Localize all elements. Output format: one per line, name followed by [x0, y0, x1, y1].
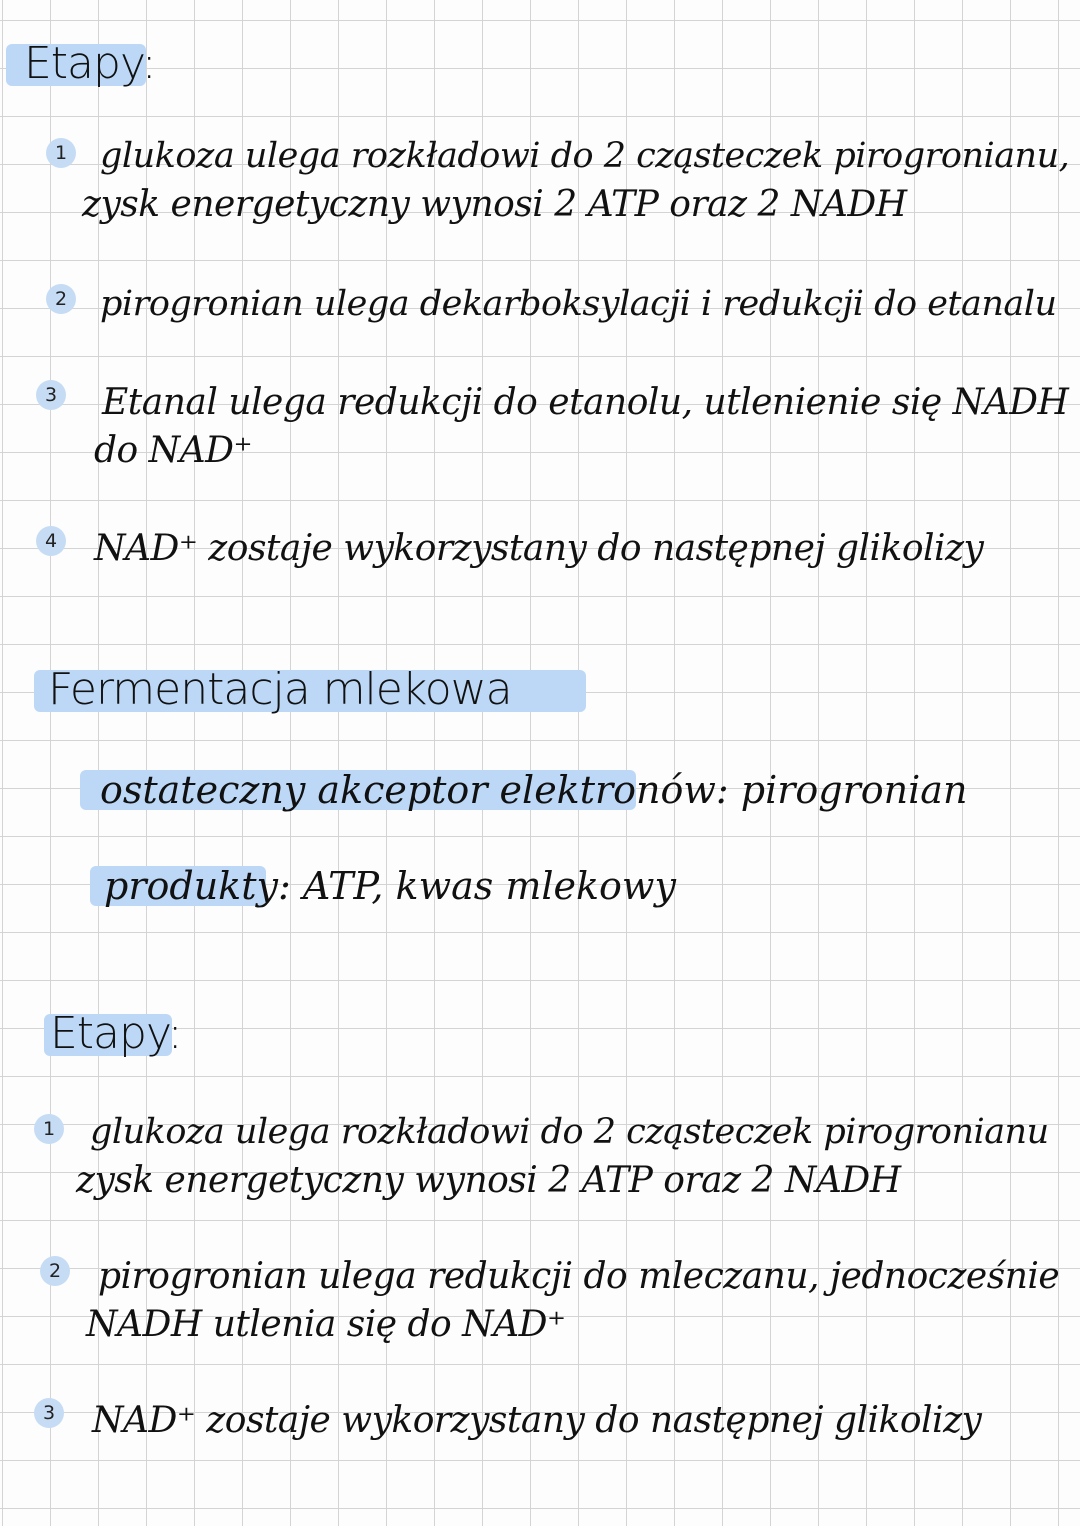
step-text-line: pirogronian ulega redukcji do mleczanu, jednocześnie: [98, 1256, 1060, 1297]
step-number-badge: 4: [36, 526, 66, 556]
step-text-line: pirogronian ulega dekarboksylacji i redukcji do etanalu: [100, 284, 1057, 324]
step-text-line: Etanal ulega redukcji do etanolu, utlenienie się NADH: [102, 382, 1069, 423]
step-text-line: zysk energetyczny wynosi 2 ATP oraz 2 NADH: [76, 1160, 901, 1201]
acceptor-value: : pirogronian: [715, 768, 968, 812]
step-text-line: do NAD⁺: [94, 430, 253, 471]
step-number-badge: 2: [46, 284, 76, 314]
acceptor-row: [100, 768, 967, 812]
step-number-badge: 1: [34, 1114, 64, 1144]
acceptor-label: ostateczny akceptor elektronów: [100, 768, 716, 812]
products-row: [104, 864, 676, 908]
step-number-badge: 3: [34, 1398, 64, 1428]
products-label: produkty: [104, 864, 278, 908]
step-text-line: zysk energetyczny wynosi 2 ATP oraz 2 NADH: [82, 184, 907, 225]
step-number-badge: 3: [36, 380, 66, 410]
page-title: Etapy:: [24, 38, 156, 89]
step-text-line: NAD⁺ zostaje wykorzystany do następnej glikolizy: [92, 1400, 982, 1441]
step-text-line: glukoza ulega rozkładowi do 2 cząsteczek pirogronianu: [90, 1112, 1049, 1152]
section-heading: Etapy:: [50, 1008, 182, 1059]
step-number-badge: 2: [40, 1256, 70, 1286]
products-value: : ATP, kwas mlekowy: [277, 864, 676, 908]
step-text-line: NADH utlenia się do NAD⁺: [86, 1304, 566, 1345]
step-text-line: glukoza ulega rozkładowi do 2 cząsteczek pirogronianu,: [100, 136, 1070, 176]
step-text-line: NAD⁺ zostaje wykorzystany do następnej glikolizy: [94, 528, 984, 569]
step-number-badge: 1: [46, 138, 76, 168]
section-title: Fermentacja mlekowa: [48, 664, 512, 715]
